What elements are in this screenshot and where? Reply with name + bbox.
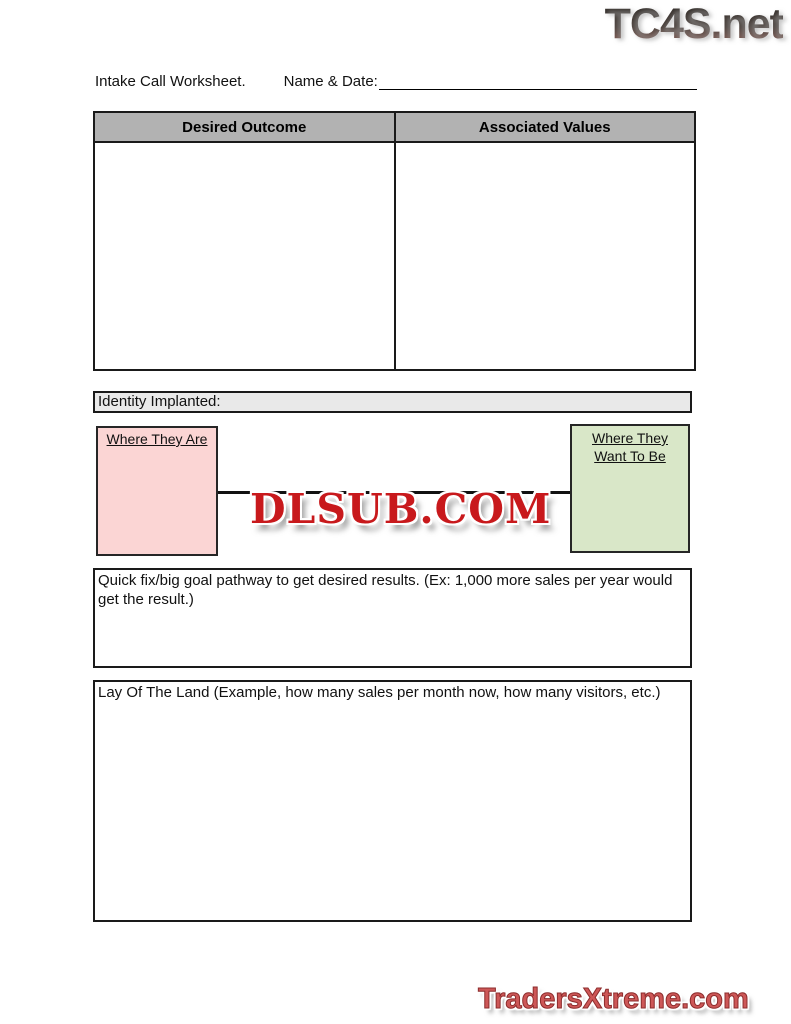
tradersxtreme-logo: TradersXtreme.com bbox=[478, 983, 749, 1015]
table-body-row bbox=[95, 143, 694, 369]
tc4s-logo: TC4S.net bbox=[604, 0, 783, 48]
title-row bbox=[95, 73, 697, 90]
associated-values-header: Associated Values bbox=[478, 118, 611, 136]
desired-outcome-header: Desired Outcome bbox=[95, 113, 396, 141]
name-date-label: Name & Date: bbox=[283, 73, 378, 90]
page-title: Intake Call Worksheet. bbox=[95, 73, 246, 90]
name-date-blank-line bbox=[379, 74, 697, 90]
dlsub-watermark: DLSUB.COM bbox=[250, 485, 552, 533]
table-header-row bbox=[95, 113, 694, 143]
where-they-want-to-be-box bbox=[570, 424, 690, 553]
quick-fix-box: Quick fix/big goal pathway to get desired results. (Ex: 1,000 more sales per year would get the result.) bbox=[93, 568, 692, 668]
desired-outcome-cell bbox=[95, 143, 396, 369]
associated-values-cell bbox=[396, 143, 695, 369]
lay-of-land-box: Lay Of The Land (Example, how many sales per month now, how many visitors, etc.) bbox=[93, 680, 692, 922]
outcome-values-table bbox=[93, 111, 696, 371]
where-they-are-label: Where They Are bbox=[106, 431, 208, 447]
where-they-are-box bbox=[96, 426, 218, 556]
identity-implanted-bar: Identity Implanted: bbox=[93, 391, 692, 413]
where-they-want-to-be-label: Where They Want To Be bbox=[592, 430, 668, 464]
